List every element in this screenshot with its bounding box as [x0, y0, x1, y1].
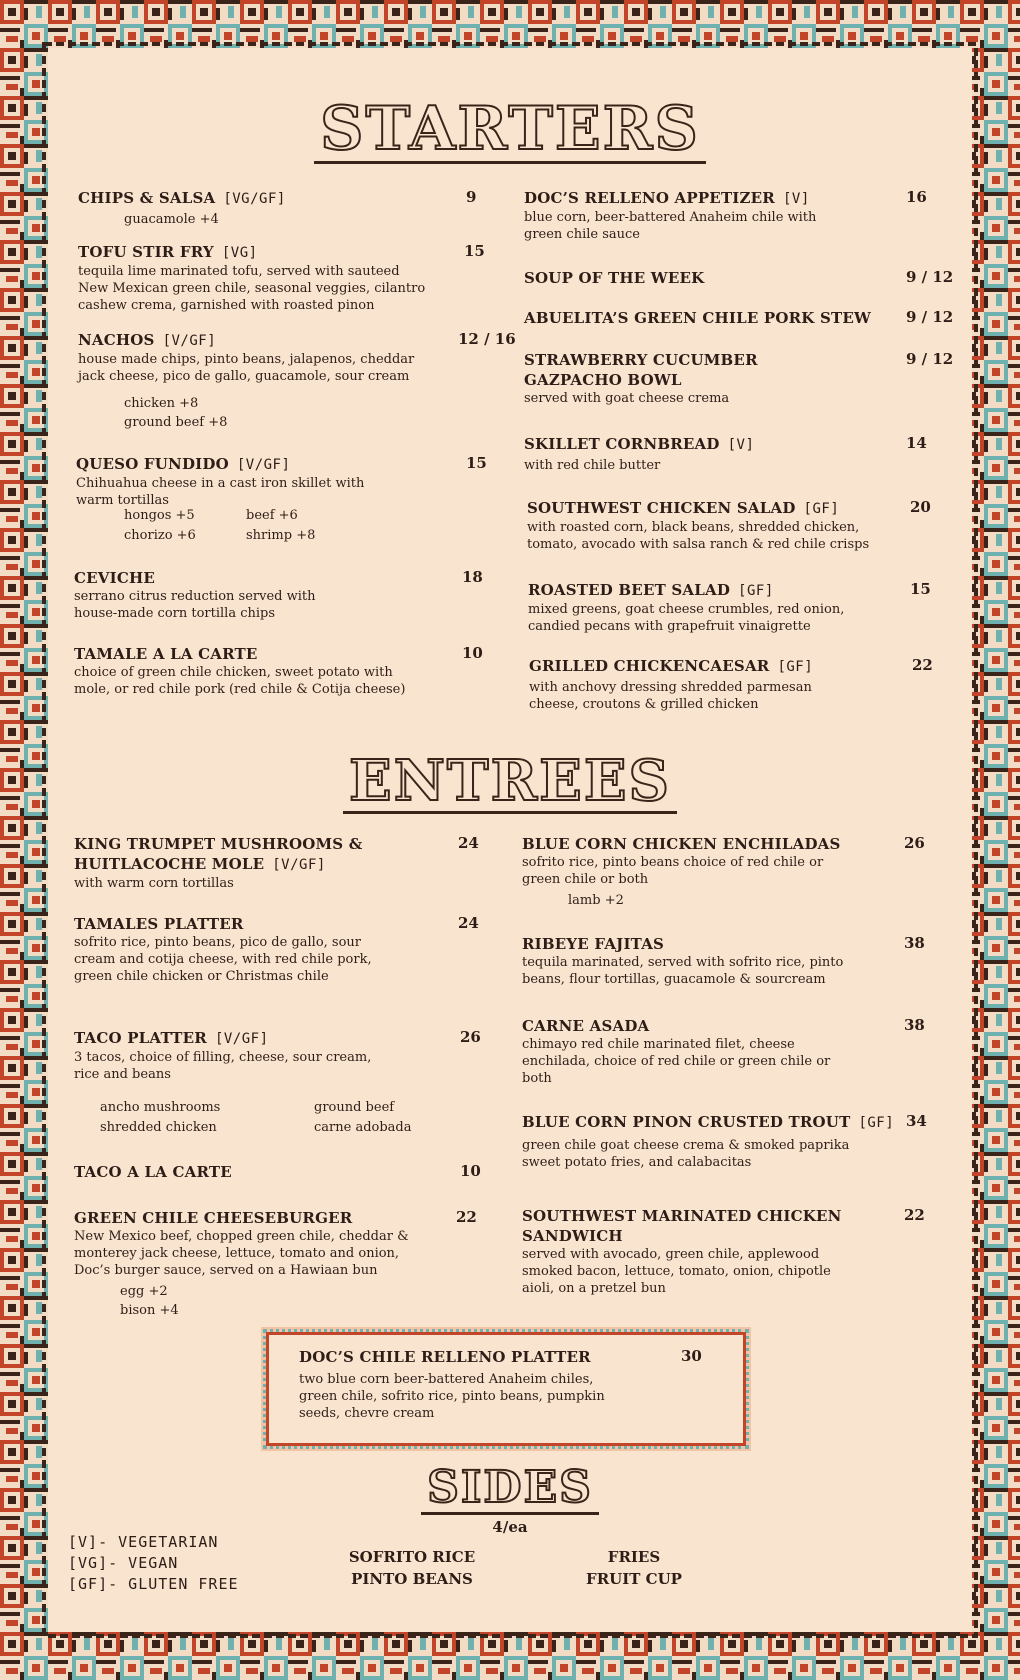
legend-gluten-free: [GF]- GLUTEN FREE — [68, 1575, 239, 1593]
diet-tag: [GF] — [738, 583, 774, 599]
side-item: PINTO BEANS — [351, 1570, 473, 1588]
item-addon: hongos +5 — [124, 508, 195, 523]
item-name: CHIPS & SALSA — [78, 189, 216, 207]
item-desc-line: 3 tacos, choice of filling, cheese, sour cream, — [74, 1050, 372, 1065]
item-name: ABUELITA’S GREEN CHILE PORK STEW — [524, 309, 872, 327]
item-price: 9 / 12 — [906, 308, 954, 326]
item-desc-line: house-made corn tortilla chips — [74, 606, 276, 621]
item-desc-line: cream and cotija cheese, with red chile pork, — [74, 952, 372, 967]
diet-tag: [V/GF] — [214, 1031, 269, 1047]
menu-item-southwest-chicken-salad — [527, 498, 927, 553]
item-desc-line: New Mexican green chile, seasonal veggies, cilantro — [78, 281, 426, 296]
entrees-heading: ENTREES — [52, 748, 968, 814]
diet-tag: [V] — [727, 437, 755, 453]
menu-item-queso-fundido — [76, 454, 456, 509]
item-name: CARNE ASADA — [522, 1017, 650, 1035]
diet-tag: [GF] — [858, 1115, 895, 1131]
item-name: ROASTED BEET SALAD — [528, 581, 731, 599]
item-desc-line: green chile, sofrito rice, pinto beans, pumpkin — [299, 1389, 605, 1404]
menu-item-grilled-chicken-caesar — [529, 656, 899, 713]
item-addon: chicken +8 — [124, 396, 199, 411]
item-name: DOC’S RELLENO APPETIZER — [524, 189, 775, 207]
item-name: SOUP OF THE WEEK — [524, 269, 705, 287]
item-name: SKILLET CORNBREAD — [524, 435, 720, 453]
menu-item-tamale-a-la-carte — [74, 644, 454, 698]
menu-item-taco-a-la-carte — [74, 1162, 454, 1182]
item-desc-line: aioli, on a pretzel bun — [522, 1281, 666, 1296]
item-desc-line: mole, or red chile pork (red chile & Cotija cheese) — [74, 682, 406, 697]
item-name: RIBEYE FAJITAS — [522, 935, 665, 953]
menu-item-docs-relleno-appetizer — [524, 188, 884, 243]
item-addon: shrimp +8 — [246, 528, 316, 543]
item-desc-line: tomato, avocado with salsa ranch & red chile crisps — [527, 537, 870, 552]
menu-item-ceviche — [74, 568, 454, 622]
item-desc-line: jack cheese, pico de gallo, guacamole, sour cream — [78, 369, 410, 384]
menu-item-skillet-cornbread — [524, 434, 884, 474]
item-desc-line: sofrito rice, pinto beans, pico de gallo, sour — [74, 935, 362, 950]
item-desc-line: choice of green chile chicken, sweet potato with — [74, 665, 393, 680]
item-desc-line: served with goat cheese crema — [524, 391, 730, 406]
item-price: 12 / 16 — [458, 330, 516, 348]
item-price: 24 — [458, 914, 479, 932]
item-addon: chorizo +6 — [124, 528, 196, 543]
item-desc-line: green chile or both — [522, 872, 649, 887]
item-name: NACHOS — [78, 331, 155, 349]
item-name: SOUTHWEST CHICKEN SALAD — [527, 499, 796, 517]
item-name: GAZPACHO BOWL — [524, 371, 682, 389]
item-desc-line: cheese, croutons & grilled chicken — [529, 697, 759, 712]
menu-item-southwest-chicken-sandwich — [522, 1206, 882, 1297]
menu-item-blue-corn-enchiladas — [522, 834, 882, 909]
sides-heading: SIDES — [52, 1462, 968, 1515]
item-desc-line: blue corn, beer-battered Anaheim chile with — [524, 210, 817, 225]
item-desc-line: cashew crema, garnished with roasted pinon — [78, 298, 375, 313]
item-price: 14 — [906, 434, 927, 452]
menu-item-blue-corn-trout — [522, 1112, 902, 1171]
item-desc-line: green chile goat cheese crema & smoked paprika — [522, 1138, 850, 1153]
side-item: FRIES — [607, 1548, 661, 1566]
menu-item-carne-asada — [522, 1016, 882, 1087]
item-name: TACO PLATTER — [74, 1029, 207, 1047]
item-desc-line: New Mexico beef, chopped green chile, cheddar & — [74, 1229, 409, 1244]
item-desc-line: served with avocado, green chile, applewood — [522, 1247, 820, 1262]
menu-item-chips-salsa — [78, 188, 448, 228]
menu-item-roasted-beet-salad — [528, 580, 898, 635]
item-price: 30 — [681, 1347, 702, 1365]
item-name: TAMALE A LA CARTE — [74, 645, 258, 663]
legend-vegan: [VG]- VEGAN — [68, 1554, 179, 1572]
item-desc-line: with red chile butter — [524, 458, 661, 473]
item-addon: lamb +2 — [568, 893, 624, 908]
item-price: 26 — [460, 1028, 481, 1046]
item-price: 15 — [910, 580, 931, 598]
item-name: GRILLED CHICKENCAESAR — [529, 657, 770, 675]
item-name: TAMALES PLATTER — [74, 915, 244, 933]
item-name: GREEN CHILE CHEESEBURGER — [74, 1209, 353, 1227]
legend-vegetarian: [V]- VEGETARIAN — [68, 1533, 219, 1551]
menu-item-tofu-stir-fry — [78, 242, 458, 314]
diet-tag: [GF] — [803, 501, 840, 517]
starters-heading: STARTERS — [52, 94, 968, 164]
menu-content — [52, 52, 968, 1628]
diet-tag: [VG] — [221, 245, 258, 261]
item-desc-line: house made chips, pinto beans, jalapenos, cheddar — [78, 352, 415, 367]
item-price: 10 — [462, 644, 483, 662]
item-name: QUESO FUNDIDO — [76, 455, 229, 473]
item-desc-line: rice and beans — [74, 1067, 171, 1082]
item-desc-line: with anchovy dressing shredded parmesan — [529, 680, 812, 695]
item-addon: bison +4 — [120, 1303, 179, 1318]
item-desc-line: beans, flour tortillas, guacamole & sourcream — [522, 972, 826, 987]
item-desc-line: Chihuahua cheese in a cast iron skillet with — [76, 476, 365, 491]
item-desc-line: with warm corn tortillas — [74, 876, 234, 891]
item-addon: guacamole +4 — [124, 212, 219, 227]
diet-tag: [V/GF] — [236, 457, 291, 473]
item-desc-line: two blue corn beer-battered Anaheim chiles, — [299, 1372, 594, 1387]
item-desc-line: mixed greens, goat cheese crumbles, red onion, — [528, 602, 845, 617]
item-name: CEVICHE — [74, 569, 155, 587]
item-desc-line: candied pecans with grapefruit vinaigrette — [528, 619, 811, 634]
item-addon: egg +2 — [120, 1284, 168, 1299]
menu-item-green-chile-cheeseburger — [74, 1208, 454, 1319]
menu-item-nachos — [78, 330, 458, 431]
item-price: 34 — [906, 1112, 927, 1130]
taco-filling-option: ground beef — [314, 1100, 395, 1115]
item-desc-line: warm tortillas — [76, 493, 169, 508]
item-price: 22 — [456, 1208, 477, 1226]
diet-tag: [VG/GF] — [223, 191, 286, 207]
item-addon: beef +6 — [246, 508, 298, 523]
item-name: TOFU STIR FRY — [78, 243, 214, 261]
item-desc-line: sweet potato fries, and calabacitas — [522, 1155, 752, 1170]
item-price: 38 — [904, 934, 925, 952]
item-name: SOUTHWEST MARINATED CHICKEN — [522, 1207, 842, 1225]
item-name: TACO A LA CARTE — [74, 1163, 232, 1181]
item-desc-line: monterey jack cheese, lettuce, tomato and onion, — [74, 1246, 400, 1261]
diet-tag: [V/GF] — [272, 857, 326, 873]
item-desc-line: enchilada, choice of red chile or green chile or — [522, 1054, 831, 1069]
item-price: 18 — [462, 568, 483, 586]
item-desc-line: both — [522, 1071, 552, 1086]
item-price: 9 / 12 — [906, 268, 954, 286]
sides-price: 4/ea — [492, 1518, 528, 1536]
item-desc-line: with roasted corn, black beans, shredded chicken, — [527, 520, 860, 535]
diet-tag: [V] — [782, 191, 810, 207]
taco-filling-option: ancho mushrooms — [100, 1100, 221, 1115]
item-price: 24 — [458, 834, 479, 852]
item-price: 22 — [904, 1206, 925, 1224]
menu-item-docs-chile-relleno-platter — [299, 1347, 639, 1422]
menu-item-taco-platter — [74, 1028, 454, 1083]
item-price: 26 — [904, 834, 925, 852]
item-desc-line: sofrito rice, pinto beans choice of red chile or — [522, 855, 824, 870]
side-item: SOFRITO RICE — [348, 1548, 476, 1566]
item-price: 9 — [466, 188, 477, 206]
item-price: 10 — [460, 1162, 481, 1180]
taco-filling-option: carne adobada — [314, 1120, 412, 1135]
item-name: BLUE CORN PINON CRUSTED TROUT — [522, 1113, 851, 1131]
item-price: 20 — [910, 498, 931, 516]
menu-item-soup-of-the-week — [524, 268, 884, 288]
item-name: DOC’S CHILE RELLENO PLATTER — [299, 1348, 591, 1366]
item-desc-line: tequila marinated, served with sofrito rice, pinto — [522, 955, 844, 970]
item-desc-line: green chile chicken or Christmas chile — [74, 969, 329, 984]
item-addon: ground beef +8 — [124, 415, 228, 430]
menu-item-tamales-platter — [74, 914, 454, 985]
diet-tag: [GF] — [777, 659, 814, 675]
side-item: FRUIT CUP — [586, 1570, 682, 1588]
item-price: 22 — [912, 656, 933, 674]
taco-filling-option: shredded chicken — [100, 1120, 217, 1135]
menu-item-king-trumpet-mushrooms — [74, 834, 454, 892]
item-price: 38 — [904, 1016, 925, 1034]
menu-item-ribeye-fajitas — [522, 934, 882, 988]
item-name: STRAWBERRY CUCUMBER — [524, 351, 758, 369]
item-name: BLUE CORN CHICKEN ENCHILADAS — [522, 835, 841, 853]
menu-item-gazpacho-bowl — [524, 350, 884, 407]
item-desc-line: green chile sauce — [524, 227, 640, 242]
item-price: 15 — [464, 242, 485, 260]
diet-tag: [V/GF] — [162, 333, 217, 349]
item-price: 9 / 12 — [906, 350, 954, 368]
item-price: 16 — [906, 188, 927, 206]
item-desc-line: chimayo red chile marinated filet, cheese — [522, 1037, 795, 1052]
item-desc-line: seeds, chevre cream — [299, 1406, 435, 1421]
item-price: 15 — [466, 454, 487, 472]
item-name: SANDWICH — [522, 1227, 623, 1245]
item-desc-line: smoked bacon, lettuce, tomato, onion, chipotle — [522, 1264, 831, 1279]
item-name: HUITLACOCHE MOLE — [74, 855, 265, 873]
featured-platter-box — [266, 1332, 746, 1446]
item-desc-line: serrano citrus reduction served with — [74, 589, 316, 604]
diet-legend — [68, 1532, 239, 1595]
item-desc-line: Doc’s burger sauce, served on a Hawiaan bun — [74, 1263, 378, 1278]
item-desc-line: tequila lime marinated tofu, served with sauteed — [78, 264, 400, 279]
item-name: KING TRUMPET MUSHROOMS & — [74, 835, 363, 853]
menu-item-green-chile-pork-stew — [524, 308, 894, 328]
